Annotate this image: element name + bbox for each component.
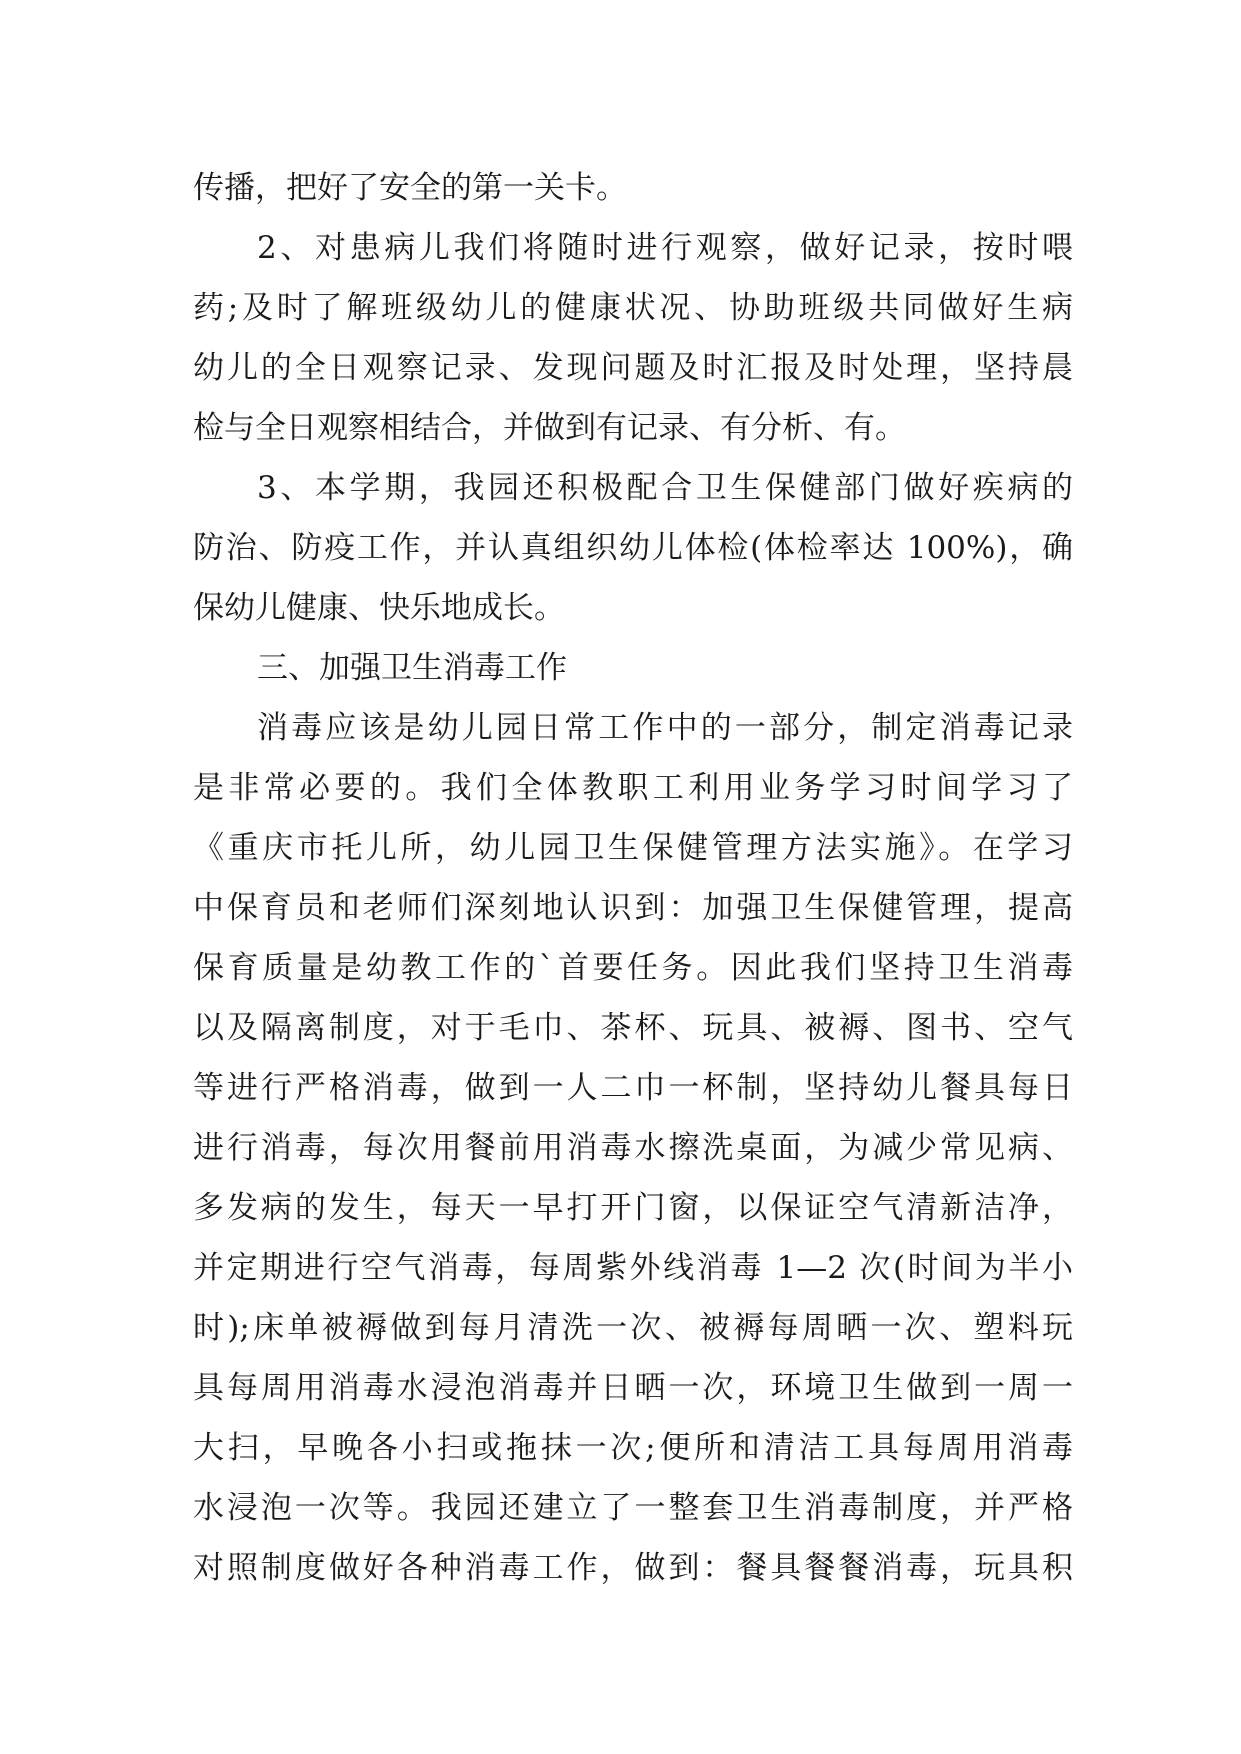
text-line: 检与全日观察相结合，并做到有记录、有分析、有。 [193, 410, 906, 446]
text-line: 药;及时了解班级幼儿的健康状况、协助班级共同做好生病 [193, 290, 1073, 326]
text-line: 大扫，早晚各小扫或拖抹一次;便所和清洁工具每周用消毒 [193, 1430, 1073, 1466]
paragraph-first-line: 2、对患病儿我们将随时进行观察，做好记录，按时喂 [257, 230, 1073, 266]
text-line: 传播，把好了安全的第一关卡。 [193, 170, 627, 206]
paragraph-first-line: 3、本学期，我园还积极配合卫生保健部门做好疾病的 [257, 470, 1073, 506]
section-heading: 三、加强卫生消毒工作 [257, 650, 567, 686]
text-line: 对照制度做好各种消毒工作，做到：餐具餐餐消毒，玩具积 [193, 1550, 1073, 1586]
text-line: 进行消毒，每次用餐前用消毒水擦洗桌面，为减少常见病、 [193, 1130, 1073, 1166]
text-line: 以及隔离制度，对于毛巾、茶杯、玩具、被褥、图书、空气 [193, 1010, 1073, 1046]
text-line: 保育质量是幼教工作的`首要任务。因此我们坚持卫生消毒 [193, 950, 1073, 986]
paragraph-first-line: 消毒应该是幼儿园日常工作中的一部分，制定消毒记录 [257, 710, 1073, 746]
text-line: 幼儿的全日观察记录、发现问题及时汇报及时处理，坚持晨 [193, 350, 1073, 386]
text-line: 保幼儿健康、快乐地成长。 [193, 590, 565, 626]
text-line: 水浸泡一次等。我园还建立了一整套卫生消毒制度，并严格 [193, 1490, 1073, 1526]
text-line: 等进行严格消毒，做到一人二巾一杯制，坚持幼儿餐具每日 [193, 1070, 1073, 1106]
text-line: 具每周用消毒水浸泡消毒并日晒一次，环境卫生做到一周一 [193, 1370, 1073, 1406]
text-line: 时);床单被褥做到每月清洗一次、被褥每周晒一次、塑料玩 [193, 1310, 1073, 1346]
text-line: 是非常必要的。我们全体教职工利用业务学习时间学习了 [193, 770, 1073, 806]
text-line: 《重庆市托儿所，幼儿园卫生保健管理方法实施》。在学习 [193, 830, 1073, 866]
text-line: 多发病的发生，每天一早打开门窗，以保证空气清新洁净， [193, 1190, 1073, 1226]
text-line: 并定期进行空气消毒，每周紫外线消毒 1—2 次(时间为半小 [193, 1250, 1073, 1286]
text-line: 防治、防疫工作，并认真组织幼儿体检(体检率达 100%)，确 [193, 530, 1073, 566]
text-line: 中保育员和老师们深刻地认识到：加强卫生保健管理，提高 [193, 890, 1073, 926]
body-text [193, 158, 1073, 1598]
